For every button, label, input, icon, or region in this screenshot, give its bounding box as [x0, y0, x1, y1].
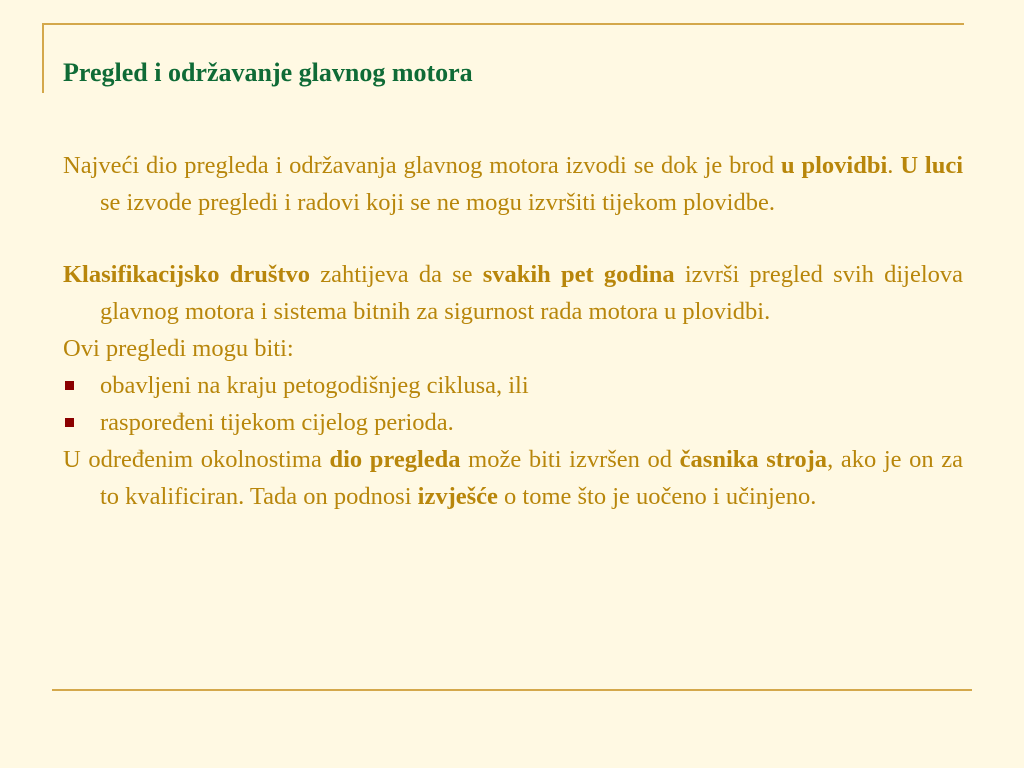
bold-term: svakih pet godina [482, 261, 675, 288]
bullet-item [63, 404, 963, 441]
text-segment: se izvode pregledi i radovi koji se ne mogu izvršiti tijekom plovidbe. [100, 189, 775, 216]
bold-term: časnika stroja [679, 446, 828, 473]
bottom-rule [52, 689, 972, 691]
text-segment: zahtijeva da se [310, 261, 483, 288]
text-segment: . [887, 152, 901, 179]
bold-term: U luci [900, 152, 963, 179]
paragraph-gap [63, 221, 963, 256]
bullet-item [63, 367, 963, 404]
bullet-text: raspoređeni tijekom cijelog perioda. [100, 409, 454, 436]
bold-term: dio pregleda [329, 446, 461, 473]
paragraph-classification-society [63, 256, 963, 330]
paragraph-engineer-report [63, 441, 963, 515]
text-segment: , ako je on za to kvalificiran. Tada on podnosi [100, 446, 964, 510]
text-segment: U određenim okolnostima [63, 446, 330, 473]
square-bullet-icon [65, 381, 74, 390]
text-segment: može biti izvršen od [460, 446, 680, 473]
bold-term: izvješće [417, 483, 498, 510]
text-segment: izvrši pregled svih dijelova glavnog motora i sistema bitnih za sigurnost rada motora u plovidbi. [100, 261, 964, 325]
slide-title: Pregled i održavanje glavnog motora [63, 58, 473, 87]
paragraph-inspection-types: Ovi pregledi mogu biti: [63, 335, 294, 362]
bold-term: u plovidbi [780, 152, 888, 179]
bold-term: Klasifikacijsko društvo [63, 261, 311, 288]
top-rule [42, 23, 964, 25]
paragraph-voyage-maintenance [63, 147, 963, 221]
left-rule [42, 23, 44, 93]
text-segment: o tome što je uočeno i učinjeno. [497, 483, 817, 510]
slide-body [63, 147, 963, 515]
square-bullet-icon [65, 418, 74, 427]
bullet-text: obavljeni na kraju petogodišnjeg ciklusa, ili [100, 372, 529, 399]
text-segment: Najveći dio pregleda i održavanja glavnog motora izvodi se dok je brod [63, 152, 781, 179]
